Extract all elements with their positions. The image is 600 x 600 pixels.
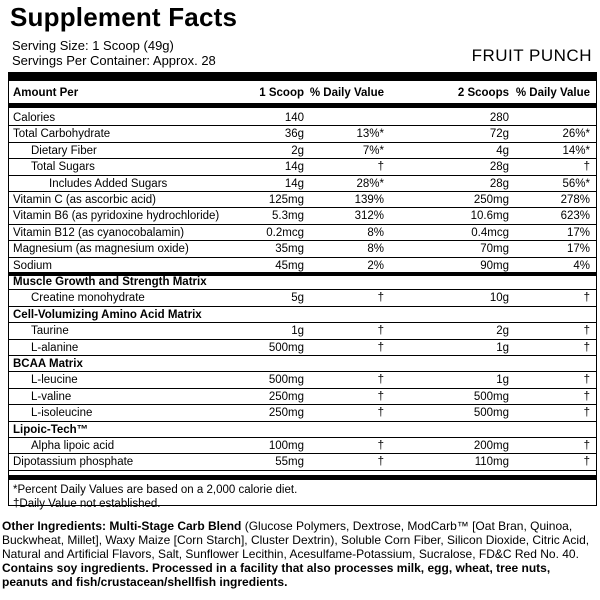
section-heading-row — [9, 307, 596, 323]
amount-two-scoops: 70mg — [480, 243, 509, 256]
nutrient-name: Lipoic-Tech™ — [13, 423, 89, 436]
nutrient-row — [9, 454, 596, 470]
amount-one-scoop: 45mg — [275, 259, 304, 272]
nutrient-row — [9, 176, 596, 192]
nutrient-name: L-isoleucine — [31, 407, 93, 420]
daily-value-one-scoop: 139% — [354, 194, 384, 206]
footnote-not-established: †Daily Value not established. — [13, 498, 161, 510]
amount-two-scoops: 0.4mcg — [471, 226, 509, 239]
daily-value-two-scoops: † — [583, 292, 590, 305]
other-ingredients — [2, 519, 596, 589]
top-thick-divider — [9, 73, 596, 81]
vitamin-section-divider — [9, 272, 596, 276]
amount-two-scoops: 500mg — [473, 407, 509, 420]
amount-one-scoop: 500mg — [268, 374, 304, 387]
nutrient-name: Calories — [13, 112, 56, 124]
amount-one-scoop: 2g — [291, 144, 304, 157]
nutrient-name: Cell-Volumizing Amino Acid Matrix — [13, 308, 202, 321]
nutrient-row — [9, 126, 596, 142]
nutrient-name: Vitamin B12 (as cyanocobalamin) — [13, 226, 185, 239]
daily-value-two-scoops: 17% — [566, 226, 590, 239]
daily-value-one-scoop: † — [377, 390, 384, 403]
nutrient-name: Taurine — [31, 325, 69, 338]
daily-value-one-scoop: 13%* — [356, 128, 384, 141]
amount-one-scoop: 5.3mg — [272, 210, 304, 223]
nutrient-row — [9, 192, 596, 208]
nutrient-row — [9, 340, 596, 356]
header-amount-per: Amount Per — [13, 87, 79, 99]
nutrient-name: Dipotassium phosphate — [13, 456, 134, 469]
daily-value-one-scoop: 28%* — [356, 177, 384, 190]
daily-value-one-scoop: † — [377, 456, 384, 469]
amount-one-scoop: 35mg — [275, 243, 304, 256]
nutrient-name: Muscle Growth and Strength Matrix — [13, 276, 207, 288]
daily-value-two-scoops: 278% — [560, 194, 590, 206]
section-heading-row — [9, 422, 596, 438]
header-one-scoop: 1 Scoop — [259, 87, 304, 99]
amount-two-scoops: 72g — [489, 128, 509, 141]
amount-one-scoop: 0.2mcg — [266, 226, 304, 239]
daily-value-two-scoops: 14%* — [562, 144, 590, 157]
daily-value-one-scoop: † — [377, 440, 384, 452]
daily-value-one-scoop: † — [377, 407, 384, 420]
nutrient-name: L-leucine — [31, 374, 78, 387]
nutrient-name: Total Carbohydrate — [13, 128, 111, 141]
daily-value-two-scoops: 17% — [566, 243, 590, 256]
other-ingredients-label: Other Ingredients: Multi-Stage Carb Blend — [2, 519, 242, 533]
daily-value-one-scoop: † — [377, 161, 384, 174]
section-heading-row — [9, 274, 596, 290]
daily-value-one-scoop: † — [377, 374, 384, 387]
daily-value-one-scoop: 2% — [367, 259, 384, 272]
header-two-scoops: 2 Scoops — [457, 87, 509, 99]
amount-two-scoops: 500mg — [473, 390, 509, 403]
header-daily-value-1: % Daily Value — [309, 87, 384, 99]
section-heading-row — [9, 356, 596, 372]
amount-two-scoops: 10g — [489, 292, 509, 305]
nutrient-name: Alpha lipoic acid — [31, 440, 115, 452]
amount-two-scoops: 1g — [496, 341, 509, 354]
nutrient-row — [9, 143, 596, 159]
amount-two-scoops: 28g — [489, 177, 509, 190]
header-daily-value-2: % Daily Value — [515, 87, 590, 99]
daily-value-one-scoop: † — [377, 341, 384, 354]
amount-two-scoops: 200mg — [473, 440, 509, 452]
daily-value-two-scoops: † — [583, 161, 590, 174]
amount-one-scoop: 140 — [284, 112, 304, 124]
amount-one-scoop: 500mg — [268, 341, 304, 354]
amount-one-scoop: 250mg — [268, 407, 304, 420]
daily-value-one-scoop: † — [377, 292, 384, 305]
servings-per-container: Servings Per Container: Approx. 28 — [12, 53, 216, 68]
amount-one-scoop: 36g — [284, 128, 304, 141]
amount-one-scoop: 100mg — [268, 440, 304, 452]
nutrient-name: L-alanine — [31, 341, 79, 354]
nutrient-row — [9, 110, 596, 126]
nutrient-name: BCAA Matrix — [13, 358, 83, 370]
nutrient-name: Includes Added Sugars — [49, 177, 168, 190]
nutrient-row — [9, 389, 596, 405]
daily-value-two-scoops: † — [583, 341, 590, 354]
nutrient-row — [9, 225, 596, 241]
nutrient-name: Vitamin B6 (as pyridoxine hydrochloride) — [13, 210, 220, 223]
amount-two-scoops: 10.6mg — [470, 210, 509, 223]
header-divider — [9, 103, 596, 108]
daily-value-two-scoops: † — [583, 456, 590, 469]
daily-value-two-scoops: 26%* — [562, 128, 590, 141]
supplement-facts-panel — [8, 72, 597, 510]
daily-value-two-scoops: † — [583, 325, 590, 338]
nutrient-row — [9, 438, 596, 454]
bottom-thick-divider — [9, 475, 596, 480]
nutrient-name: Sodium — [13, 259, 52, 272]
nutrient-row — [9, 159, 596, 175]
allergen-warning: Contains soy ingredients. Processed in a facility that also processes milk, egg, wheat, tree nuts, peanuts and fish/crustacean/shellfish ingredients. — [2, 561, 551, 589]
amount-two-scoops: 2g — [496, 325, 509, 338]
amount-two-scoops: 110mg — [474, 456, 509, 469]
nutrient-row — [9, 290, 596, 306]
daily-value-two-scoops: 4% — [573, 259, 590, 272]
daily-value-two-scoops: † — [583, 407, 590, 420]
nutrient-row — [9, 241, 596, 257]
daily-value-two-scoops: † — [583, 390, 590, 403]
amount-one-scoop: 125mg — [268, 194, 304, 206]
daily-value-two-scoops: 623% — [560, 210, 590, 223]
amount-one-scoop: 14g — [284, 177, 304, 190]
flavor-label: FRUIT PUNCH — [471, 46, 592, 65]
daily-value-one-scoop: 312% — [354, 210, 384, 223]
daily-value-one-scoop: † — [377, 325, 384, 338]
amount-two-scoops: 1g — [496, 374, 509, 387]
nutrient-row — [9, 208, 596, 224]
amount-two-scoops: 90mg — [480, 259, 509, 272]
daily-value-two-scoops: † — [583, 374, 590, 387]
nutrient-row — [9, 323, 596, 339]
amount-two-scoops: 250mg — [473, 194, 509, 206]
daily-value-one-scoop: 8% — [367, 226, 384, 239]
nutrient-name: Creatine monohydrate — [31, 292, 145, 305]
nutrient-name: Total Sugars — [31, 161, 95, 174]
amount-two-scoops: 28g — [489, 161, 509, 174]
nutrient-name: Magnesium (as magnesium oxide) — [13, 243, 189, 256]
amount-one-scoop: 1g — [291, 325, 304, 338]
nutrient-name: L-valine — [31, 390, 72, 403]
amount-two-scoops: 4g — [496, 144, 509, 157]
daily-value-two-scoops: 56%* — [562, 177, 590, 190]
supplement-facts-title: Supplement Facts — [10, 2, 238, 32]
nutrient-name: Vitamin C (as ascorbic acid) — [13, 194, 156, 206]
other-ingredients-text: (Glucose Polymers, Dextrose, ModCarb™ [Oat Bran, Quinoa, Buckwheat, Millet], Waxy Maize [Corn Starch], Cluster Dextrin), Soluble Corn Fiber, Silicon Dioxide, Citric Acid, Natural and Artificial Flavors, Salt, Sunflower Lecithin, Acesulfame-Potassium, Sucralose, FD&C Red No. 40. — [2, 519, 590, 561]
amount-one-scoop: 55mg — [275, 456, 304, 469]
amount-one-scoop: 14g — [284, 161, 304, 174]
nutrient-row — [9, 405, 596, 421]
nutrient-name: Dietary Fiber — [31, 144, 97, 157]
nutrient-row — [9, 372, 596, 388]
daily-value-one-scoop: 7%* — [362, 144, 384, 157]
amount-one-scoop: 250mg — [268, 390, 304, 403]
serving-size: Serving Size: 1 Scoop (49g) — [12, 38, 174, 53]
daily-value-two-scoops: † — [583, 440, 590, 452]
amount-one-scoop: 5g — [291, 292, 304, 305]
daily-value-one-scoop: 8% — [367, 243, 384, 256]
footnote-daily-values: *Percent Daily Values are based on a 2,000 calorie diet. — [13, 484, 298, 496]
amount-two-scoops: 280 — [489, 112, 509, 124]
